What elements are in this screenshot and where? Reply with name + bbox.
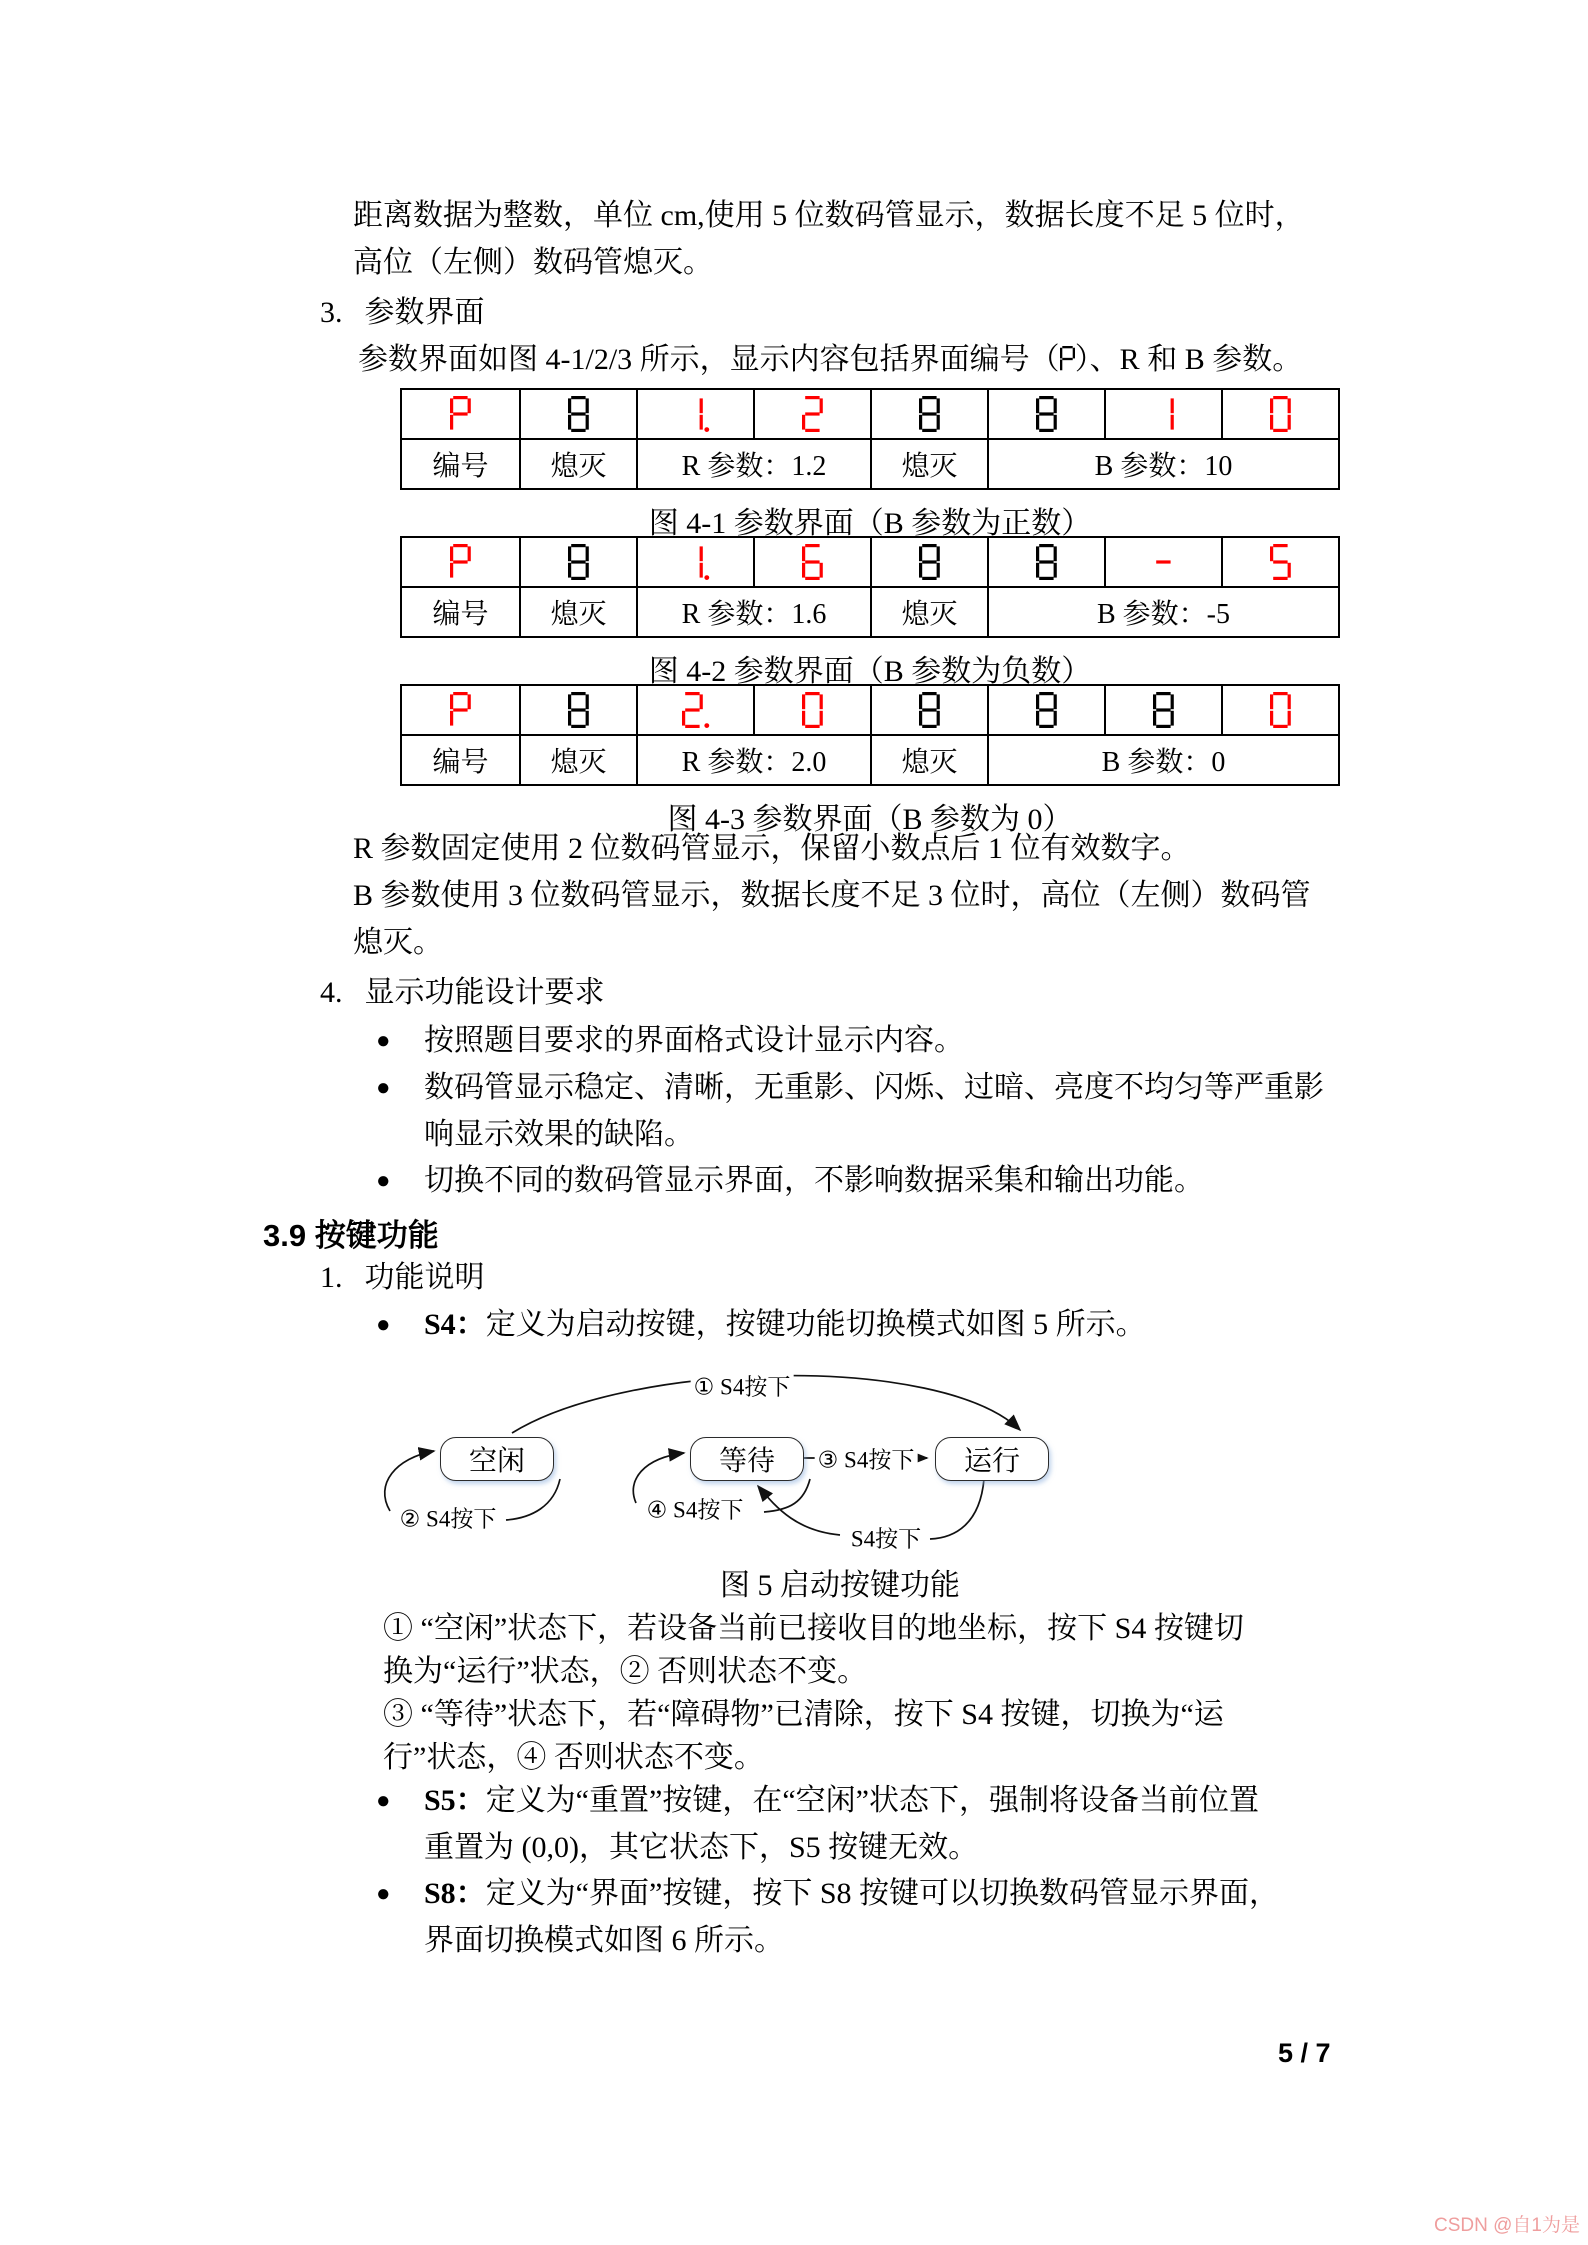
- edge-label-1: ① S4按下: [691, 1369, 794, 1402]
- figure5-note-line-3: ③ “等待”状态下，若“障碍物”已清除，按下 S4 按键，切换为“运: [383, 1698, 1224, 1731]
- section4-heading: [320, 974, 605, 1012]
- seg-digit-row: [402, 686, 1338, 736]
- seg-digit-cell: [636, 538, 753, 586]
- seven-seg-digit: [568, 396, 589, 432]
- seven-seg-digit: [1036, 544, 1057, 580]
- seg-digit-cell: [870, 686, 987, 734]
- s8-key-label: S8：: [424, 1877, 486, 1910]
- section4-title: 显示功能设计要求: [364, 976, 605, 1009]
- table-label-cell: B 参数：-5: [987, 588, 1338, 636]
- bullet-icon: ●: [376, 1788, 391, 1814]
- item-title: 功能说明: [364, 1261, 485, 1294]
- table-label-cell: 熄灭: [870, 440, 987, 488]
- seven-seg-digit: [1270, 544, 1291, 580]
- table-label-cell: B 参数：10: [987, 440, 1338, 488]
- bullet-icon: ●: [376, 1881, 391, 1907]
- seven-seg-digit: [1153, 692, 1174, 728]
- table-label-cell: R 参数：1.2: [636, 440, 870, 488]
- seven-seg-digit: [568, 544, 589, 580]
- figure5-caption: 图 5 启动按键功能: [720, 1569, 960, 1602]
- table-label-cell: 熄灭: [519, 440, 636, 488]
- seg-digit-cell: [870, 390, 987, 438]
- table-label-cell: 编号: [432, 747, 489, 778]
- seven-seg-digit: [1060, 346, 1075, 372]
- seven-seg-digit: [1036, 692, 1057, 728]
- seg-digit-cell: [987, 538, 1104, 586]
- param-note-line-2: B 参数使用 3 位数码管显示，数据长度不足 3 位时，高位（左侧）数码管: [353, 879, 1311, 912]
- edge-label-4: ④ S4按下: [644, 1492, 747, 1525]
- s8-bullet-line-1: S8：定义为“界面”按键，按下 S8 按键可以切换数码管显示界面，: [424, 1877, 1280, 1910]
- intro-line-1: 距离数据为整数，单位 cm,使用 5 位数码管显示，数据长度不足 5 位时，: [353, 199, 1305, 232]
- table-label-cell: 编号: [432, 599, 489, 630]
- seg-digit-cell: [519, 538, 636, 586]
- s4-bullet: S4：定义为启动按键，按键功能切换模式如图 5 所示。: [424, 1308, 1146, 1341]
- edge-label-3: ③ S4按下: [815, 1442, 918, 1475]
- s5-key-label: S5：: [424, 1784, 486, 1817]
- label-row: [402, 588, 1338, 636]
- param-table-negative: [400, 536, 1340, 690]
- seg-digit-cell: [402, 686, 519, 734]
- table-label-cell: R 参数：1.6: [636, 588, 870, 636]
- s5-bullet-line-2: 重置为 (0,0)，其它状态下，S5 按键无效。: [424, 1831, 979, 1864]
- seven-seg-digit: [450, 544, 471, 580]
- run-to-wait-tail: [930, 1479, 984, 1539]
- seg-digit-cell: [870, 538, 987, 586]
- param-table-positive: [400, 388, 1340, 542]
- seven-seg-p-icon: [1060, 343, 1075, 376]
- table-label-cell: 编号: [432, 451, 489, 482]
- s5-bullet-line-1: S5：定义为“重置”按键，在“空闲”状态下，强制将设备当前位置: [424, 1784, 1259, 1817]
- seg-digit-row: [402, 390, 1338, 440]
- seg-digit-cell: [753, 686, 870, 734]
- seven-seg-digit: [682, 692, 710, 728]
- section4-bullet-3: 切换不同的数码管显示界面，不影响数据采集和输出功能。: [424, 1164, 1204, 1197]
- seg-digit-cell: [1221, 390, 1338, 438]
- section3-number: 3.: [320, 296, 343, 329]
- item-number: 1.: [320, 1261, 343, 1294]
- param-table-zero: [400, 684, 1340, 838]
- seg-digit-cell: [1221, 686, 1338, 734]
- table-label-cell: 熄灭: [519, 588, 636, 636]
- seven-seg-digit: [1270, 396, 1291, 432]
- seven-seg-digit: [802, 544, 823, 580]
- seg-digit-cell: [519, 390, 636, 438]
- seg-digit-cell: [402, 390, 519, 438]
- seg-digit-cell: [987, 686, 1104, 734]
- seg-digit-cell: [1104, 538, 1221, 586]
- table-caption: 图 4-2 参数界面（B 参数为负数）: [648, 655, 1092, 688]
- seg-digit-cell: [519, 686, 636, 734]
- seven-seg-digit: [450, 692, 471, 728]
- seven-seg-digit: [682, 396, 710, 432]
- s4-key-label: S4：: [424, 1308, 486, 1341]
- s8-bullet-line-2: 界面切换模式如图 6 所示。: [424, 1924, 784, 1957]
- seg-digit-cell: [636, 686, 753, 734]
- seven-seg-digit: [1153, 396, 1174, 432]
- label-row: [402, 736, 1338, 784]
- intro-line-2: 高位（左侧）数码管熄灭。: [353, 246, 713, 279]
- section4-bullet-2-line-1: 数码管显示稳定、清晰，无重影、闪烁、过暗、亮度不均匀等严重影: [424, 1071, 1324, 1104]
- seg-digit-cell: [1221, 538, 1338, 586]
- seg-digit-cell: [753, 390, 870, 438]
- table-label-cell: 熄灭: [519, 736, 636, 784]
- figure5-note-line-4: 行”状态，④ 否则状态不变。: [383, 1741, 764, 1774]
- seg-digit-cell: [753, 538, 870, 586]
- seg-digit-cell: [1104, 686, 1221, 734]
- seg-digit-cell: [1104, 390, 1221, 438]
- idle-selfloop-tail: [506, 1479, 560, 1520]
- page-number: 5 / 7: [1278, 2038, 1331, 2068]
- figure5-note-line-2: 换为“运行”状态，② 否则状态不变。: [383, 1655, 868, 1688]
- section3-desc: 参数界面如图 4-1/2/3 所示，显示内容包括界面编号（ ）、R 和 B 参数。: [358, 343, 1303, 376]
- seven-seg-digit: [802, 396, 823, 432]
- edge-label-2: ② S4按下: [397, 1501, 500, 1534]
- section4-bullet-1: 按照题目要求的界面格式设计显示内容。: [424, 1024, 964, 1057]
- table-caption: 图 4-1 参数界面（B 参数为正数）: [648, 507, 1092, 540]
- param-note-line-1: R 参数固定使用 2 位数码管显示，保留小数点后 1 位有效数字。: [353, 832, 1191, 865]
- table-label-cell: 熄灭: [870, 588, 987, 636]
- edge-label-5: S4按下: [848, 1521, 924, 1554]
- seven-seg-digit: [568, 692, 589, 728]
- bullet-icon: ●: [376, 1168, 391, 1194]
- seven-seg-digit: [1153, 544, 1174, 580]
- state-node-run: 运行: [935, 1437, 1049, 1481]
- seg-digit-cell: [402, 538, 519, 586]
- seg-digit-cell: [636, 390, 753, 438]
- bullet-icon: ●: [376, 1075, 391, 1101]
- table-caption: 图 4-3 参数界面（B 参数为 0）: [667, 803, 1073, 836]
- seven-seg-digit: [682, 544, 710, 580]
- seven-seg-digit: [1036, 396, 1057, 432]
- section3-heading: [320, 294, 485, 332]
- function-desc-heading: [320, 1259, 485, 1297]
- seg-digit-row: [402, 538, 1338, 588]
- section4-number: 4.: [320, 976, 343, 1009]
- seven-seg-digit: [802, 692, 823, 728]
- figure5-state-diagram: [330, 1354, 1350, 1594]
- state-node-wait: 等待: [690, 1437, 804, 1481]
- wait-selfloop-tail: [764, 1479, 810, 1512]
- seven-seg-digit: [450, 396, 471, 432]
- bullet-icon: ●: [376, 1028, 391, 1054]
- seg-digit-cell: [987, 390, 1104, 438]
- label-row: [402, 440, 1338, 488]
- seven-seg-digit: [1270, 692, 1291, 728]
- section4-bullet-2-line-2: 响显示效果的缺陷。: [424, 1118, 694, 1151]
- section3-title: 参数界面: [364, 296, 485, 329]
- seven-seg-digit: [919, 692, 940, 728]
- seven-seg-digit: [919, 396, 940, 432]
- table-label-cell: 熄灭: [870, 736, 987, 784]
- section39-heading: 3.9 按键功能: [263, 1218, 439, 1253]
- watermark: CSDN @自1为是: [1434, 2215, 1580, 2236]
- bullet-icon: ●: [376, 1312, 391, 1338]
- table-label-cell: B 参数：0: [987, 736, 1338, 784]
- figure5-note-line-1: ① “空闲”状态下，若设备当前已接收目的地坐标，按下 S4 按键切: [383, 1612, 1244, 1645]
- param-note-line-3: 熄灭。: [353, 926, 443, 959]
- table-label-cell: R 参数：2.0: [636, 736, 870, 784]
- state-node-idle: 空闲: [440, 1437, 554, 1481]
- seven-seg-digit: [919, 544, 940, 580]
